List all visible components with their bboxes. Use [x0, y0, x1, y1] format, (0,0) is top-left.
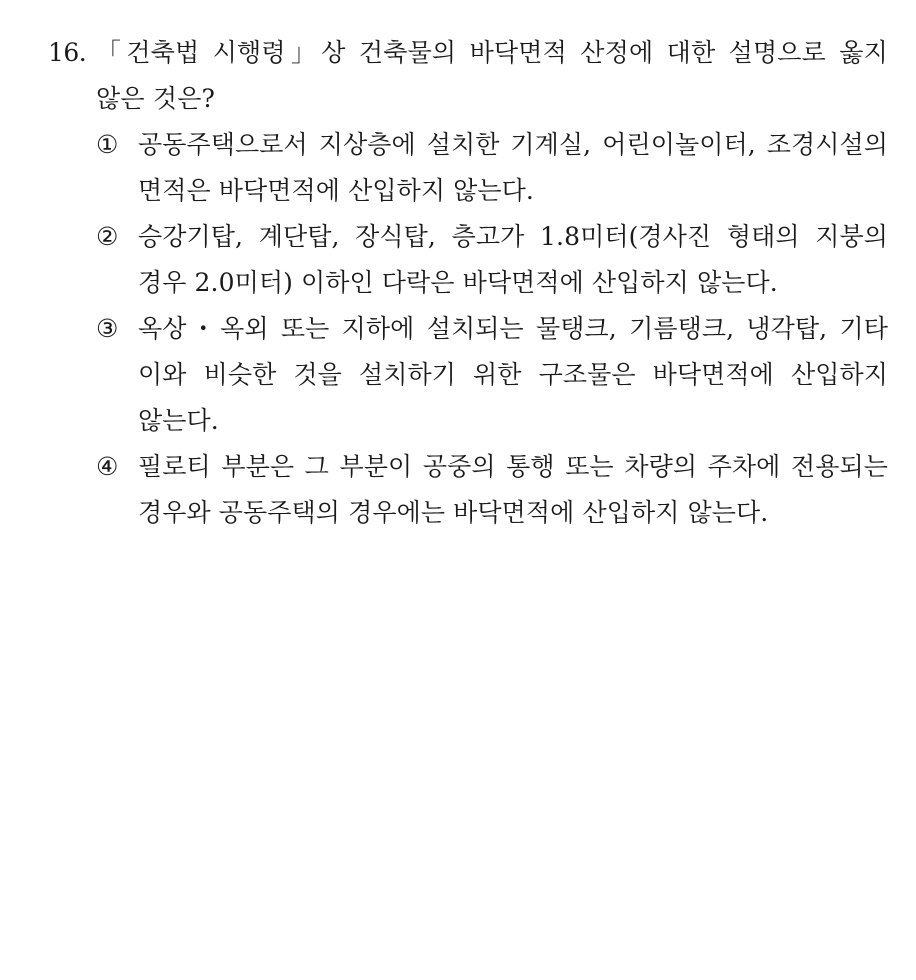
choice-text: 공동주택으로서 지상층에 설치한 기계실, 어린이놀이터, 조경시설의 면적은 바닥면적에 산입하지 않는다.: [138, 130, 888, 205]
answer-choice-2[interactable]: [96, 214, 888, 306]
answer-choice-1[interactable]: [96, 122, 888, 214]
answer-choices: [48, 122, 888, 536]
choice-text: 옥상・옥외 또는 지하에 설치되는 물탱크, 기름탱크, 냉각탑, 기타 이와 비슷한 것을 설치하기 위한 구조물은 바닥면적에 산입하지 않는다.: [138, 314, 888, 435]
exam-question: [48, 30, 888, 536]
choice-marker: ①: [96, 130, 119, 159]
question-stem: [48, 30, 888, 122]
choice-text: 필로티 부분은 그 부분이 공중의 통행 또는 차량의 주차에 전용되는 경우와 공동주택의 경우에는 바닥면적에 산입하지 않는다.: [138, 452, 888, 527]
choice-marker: ③: [96, 314, 119, 343]
choice-marker: ④: [96, 452, 119, 481]
answer-choice-4[interactable]: [96, 444, 888, 536]
choice-text: 승강기탑, 계단탑, 장식탑, 층고가 1.8미터(경사진 형태의 지붕의 경우 2.0미터) 이하인 다락은 바닥면적에 산입하지 않는다.: [138, 222, 888, 297]
question-number: 16.: [48, 38, 87, 67]
question-text: 「건축법 시행령」상 건축물의 바닥면적 산정에 대한 설명으로 옳지 않은 것은?: [96, 38, 888, 113]
answer-choice-3[interactable]: [96, 306, 888, 444]
choice-marker: ②: [96, 222, 119, 251]
